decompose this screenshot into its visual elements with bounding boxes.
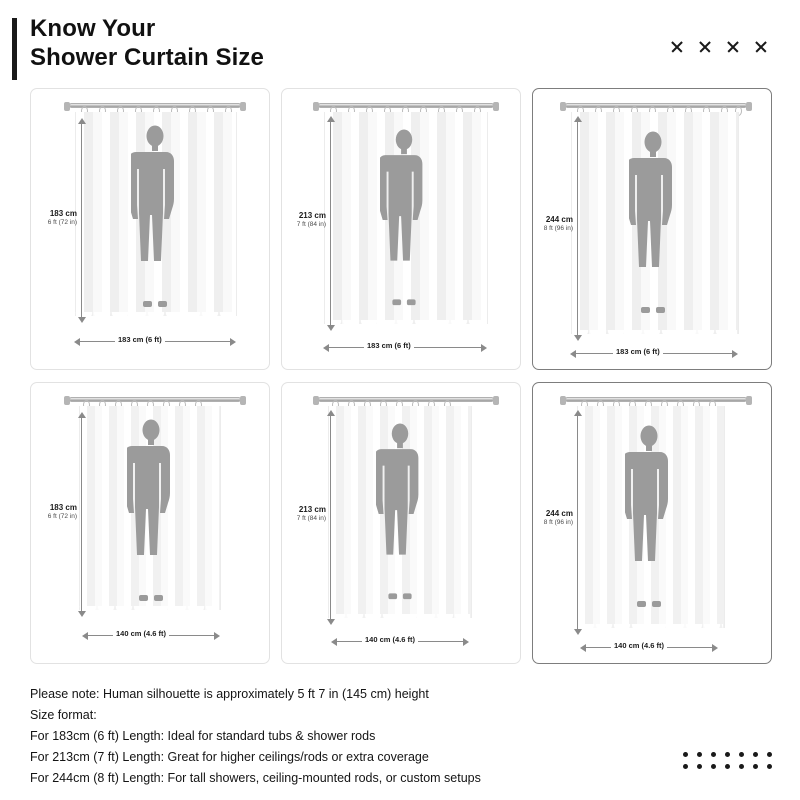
height-dimension-line	[81, 417, 82, 612]
rod-cap-icon	[313, 396, 319, 405]
width-label: 183 cm (6 ft)	[613, 347, 663, 356]
curtain-hem	[328, 614, 470, 626]
x-mark-icon	[698, 40, 712, 54]
size-panel[interactable]	[281, 382, 521, 664]
height-dimension-line	[330, 121, 331, 326]
human-silhouette	[376, 423, 424, 603]
rod-cap-icon	[560, 102, 566, 111]
human-silhouette	[625, 425, 673, 611]
height-dimension-line	[577, 415, 578, 630]
size-panel[interactable]	[281, 88, 521, 370]
curtain-rod	[318, 397, 494, 402]
size-panel[interactable]	[532, 382, 772, 664]
note-line-2: Size format:	[30, 708, 97, 722]
curtain-hem	[577, 624, 723, 636]
panel-grid	[30, 88, 770, 668]
height-dimension-line	[330, 415, 331, 620]
size-panel[interactable]	[532, 88, 772, 370]
width-label: 183 cm (6 ft)	[115, 335, 165, 344]
page-title-line-2: Shower Curtain Size	[30, 44, 264, 71]
curtain-hem	[324, 320, 486, 332]
height-dimension-line	[577, 121, 578, 336]
x-mark-icon	[670, 40, 684, 54]
rod-cap-icon	[64, 102, 70, 111]
human-silhouette	[629, 131, 677, 317]
height-label: 213 cm 7 ft (84 in)	[296, 211, 326, 228]
width-label: 140 cm (4.6 ft)	[113, 629, 169, 638]
title-accent-bar	[12, 18, 17, 80]
rod-cap-icon	[746, 396, 752, 405]
human-silhouette	[380, 129, 428, 309]
x-mark-icon	[754, 40, 768, 54]
note-line-3: For 183cm (6 ft) Length: Ideal for standard tubs & shower rods	[30, 729, 376, 743]
height-label: 183 cm 6 ft (72 in)	[47, 209, 77, 226]
header-decoration	[670, 40, 768, 54]
note-line-4: For 213cm (7 ft) Length: Great for higher ceilings/rods or extra coverage	[30, 750, 429, 764]
height-label: 244 cm 8 ft (96 in)	[543, 215, 573, 232]
note-line-5: For 244cm (8 ft) Length: For tall showers, ceiling-mounted rods, or custom setups	[30, 771, 481, 785]
rod-cap-icon	[240, 396, 246, 405]
rod-cap-icon	[493, 102, 499, 111]
rod-cap-icon	[560, 396, 566, 405]
human-silhouette	[131, 125, 179, 311]
width-label: 140 cm (4.6 ft)	[611, 641, 667, 650]
width-label: 140 cm (4.6 ft)	[362, 635, 418, 644]
curtain-rod	[565, 103, 747, 108]
rod-cap-icon	[493, 396, 499, 405]
rod-cap-icon	[313, 102, 319, 111]
page-title-line-1: Know Your	[30, 15, 156, 42]
rod-cap-icon	[64, 396, 70, 405]
height-label: 244 cm 8 ft (96 in)	[543, 509, 573, 526]
size-panel[interactable]	[30, 382, 270, 664]
curtain-rod	[565, 397, 747, 402]
x-mark-icon	[726, 40, 740, 54]
curtain-hem	[75, 312, 235, 324]
height-label: 183 cm 6 ft (72 in)	[47, 503, 77, 520]
dot-grid-icon	[668, 752, 772, 776]
height-dimension-line	[81, 123, 82, 318]
curtain-rod	[69, 397, 241, 402]
footer-notes	[30, 684, 670, 789]
height-label: 213 cm 7 ft (84 in)	[296, 505, 326, 522]
note-line-1: Please note: Human silhouette is approximately 5 ft 7 in (145 cm) height	[30, 687, 429, 701]
curtain-hem	[79, 606, 219, 618]
width-label: 183 cm (6 ft)	[364, 341, 414, 350]
size-panel[interactable]	[30, 88, 270, 370]
curtain-hem	[571, 330, 737, 342]
header	[0, 14, 800, 82]
rod-cap-icon	[746, 102, 752, 111]
human-silhouette	[127, 419, 175, 605]
rod-cap-icon	[240, 102, 246, 111]
